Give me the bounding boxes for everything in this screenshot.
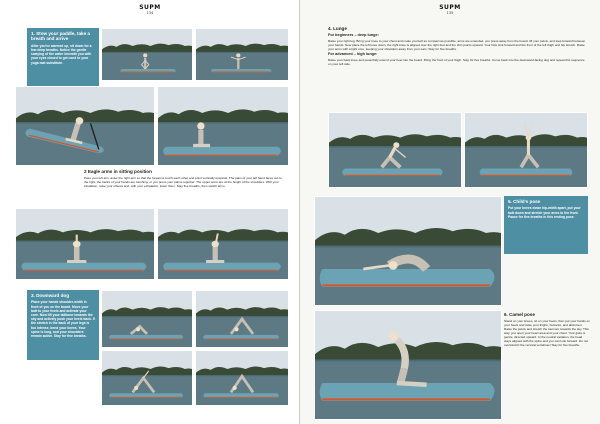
logo-text: SUPM bbox=[139, 4, 161, 11]
photo-pose-5 bbox=[314, 196, 502, 306]
pose-3-body: Place your hands shoulder-width in front of you on the board. Move your butt to your heels and activate your core. Now lift your tailbone towards the sky and actively push your heels back. If the stretch in the back of your legs is too intense, bend your knees. Your spine is long, and your shoulders remain active. Stay for five breaths. bbox=[31, 300, 95, 339]
photo-pose-1b bbox=[195, 28, 289, 81]
paddleboard bbox=[163, 147, 281, 156]
photo-pose-2b bbox=[157, 208, 289, 280]
photo-pose-1a bbox=[101, 28, 193, 81]
pose-2-text bbox=[84, 169, 284, 207]
pose-2-body: Pass your left arm under the right arm so that the forearms touch each other and point vertically upwards. The palm of your left hand faces out to the right, the backs of your hands are touching, or you press your palms together. The upper arms are at the height of the shoulders. With your inhalation, raise your elbows and, with your exhalation, lower them. Stay five breaths, then switch arms. bbox=[84, 175, 282, 188]
logo-text: SUPM bbox=[439, 4, 461, 11]
pose-4-advanced-body: Raise your back knee and powerfully extend your heel into the board, lifting the front of your thigh. Stay for five breaths. Come back into the downward-facing dog and repeat this sequence on your left side. bbox=[328, 57, 585, 66]
photo-pose-1-large-b bbox=[157, 86, 289, 166]
photo-pose-6 bbox=[314, 310, 502, 420]
magazine-logo bbox=[130, 4, 170, 15]
pose-4-title: 4. Lunge bbox=[328, 26, 347, 31]
photo-pose-3c bbox=[101, 350, 193, 406]
pose-5-body: Put your knees down hip-width apart, put your butt down and stretch your arms to the front. Pause for five breaths in this resting pose. bbox=[508, 206, 581, 219]
page-number: 134 bbox=[146, 11, 154, 15]
paddleboard bbox=[22, 263, 147, 271]
pose-5-box bbox=[504, 196, 588, 254]
pose-4-advanced-heading: For advanced – high lunge: bbox=[328, 52, 378, 56]
pose-4-beginner-body: Raise your right leg. Bring your knee to your chest and make yourself as compact as possible, arms are extended, you press away from the board, lift your pelvis, and step forward between your hands. Now place the left knee down, the right knee is aligned over the right foot and the shin points upward. Your hips sink forward and the front of the left thigh and hip stretch. Raise your arms with a light core, keeping your shoulders away from your ears. Stay for five breaths. bbox=[328, 38, 586, 51]
pose-5-title: 5. Child's pose bbox=[508, 199, 541, 204]
paddleboard bbox=[320, 269, 495, 287]
pose-3-box bbox=[27, 290, 99, 360]
magazine-logo bbox=[430, 4, 470, 15]
pose-4-text bbox=[328, 26, 588, 110]
pose-1-box bbox=[27, 28, 99, 86]
pose-6-text bbox=[504, 312, 590, 418]
pose-1-title: 1. Stow your paddle, take a breath and arrive bbox=[31, 31, 90, 42]
pose-2-title: 2 Eagle arms in sitting position bbox=[84, 169, 152, 174]
photo-pose-4b bbox=[464, 112, 588, 188]
photo-pose-3a bbox=[101, 290, 193, 348]
left-page bbox=[0, 0, 299, 424]
page-number: 135 bbox=[446, 11, 454, 15]
pose-1-body: After you've warmed up, sit down for a few deep breaths. Notice the gentle swaying of the water beneath you with your eyes closed to get used to your yoga mat substitute. bbox=[31, 43, 92, 65]
paddleboard bbox=[163, 263, 281, 271]
pose-3-title: 3. Downward dog bbox=[31, 293, 70, 298]
photo-pose-3b bbox=[195, 290, 289, 348]
photo-pose-4a bbox=[328, 112, 462, 188]
photo-pose-2a bbox=[15, 208, 155, 280]
pose-4-beginner-heading: For beginners – deep lunge: bbox=[328, 32, 379, 37]
pose-6-body: Stand on your knees, sit on your heels, then put your hands on your heels and raise your thighs, buttocks, and abdomen. Raise the pelvis and stretch the sternum towards the sky. This way, you open your heart area and your chest. Your gaze is gentle, directed upward. In the neutral variation, the head stays aligned with the spine and you can look forward. Do not overstretch the cervical vertebrae! Stay for five breaths. bbox=[504, 318, 590, 347]
pose-6-title: 6. Camel pose bbox=[504, 312, 535, 317]
photo-pose-1-large-a bbox=[15, 86, 155, 166]
photo-pose-3d bbox=[195, 350, 289, 406]
right-page bbox=[300, 0, 600, 424]
